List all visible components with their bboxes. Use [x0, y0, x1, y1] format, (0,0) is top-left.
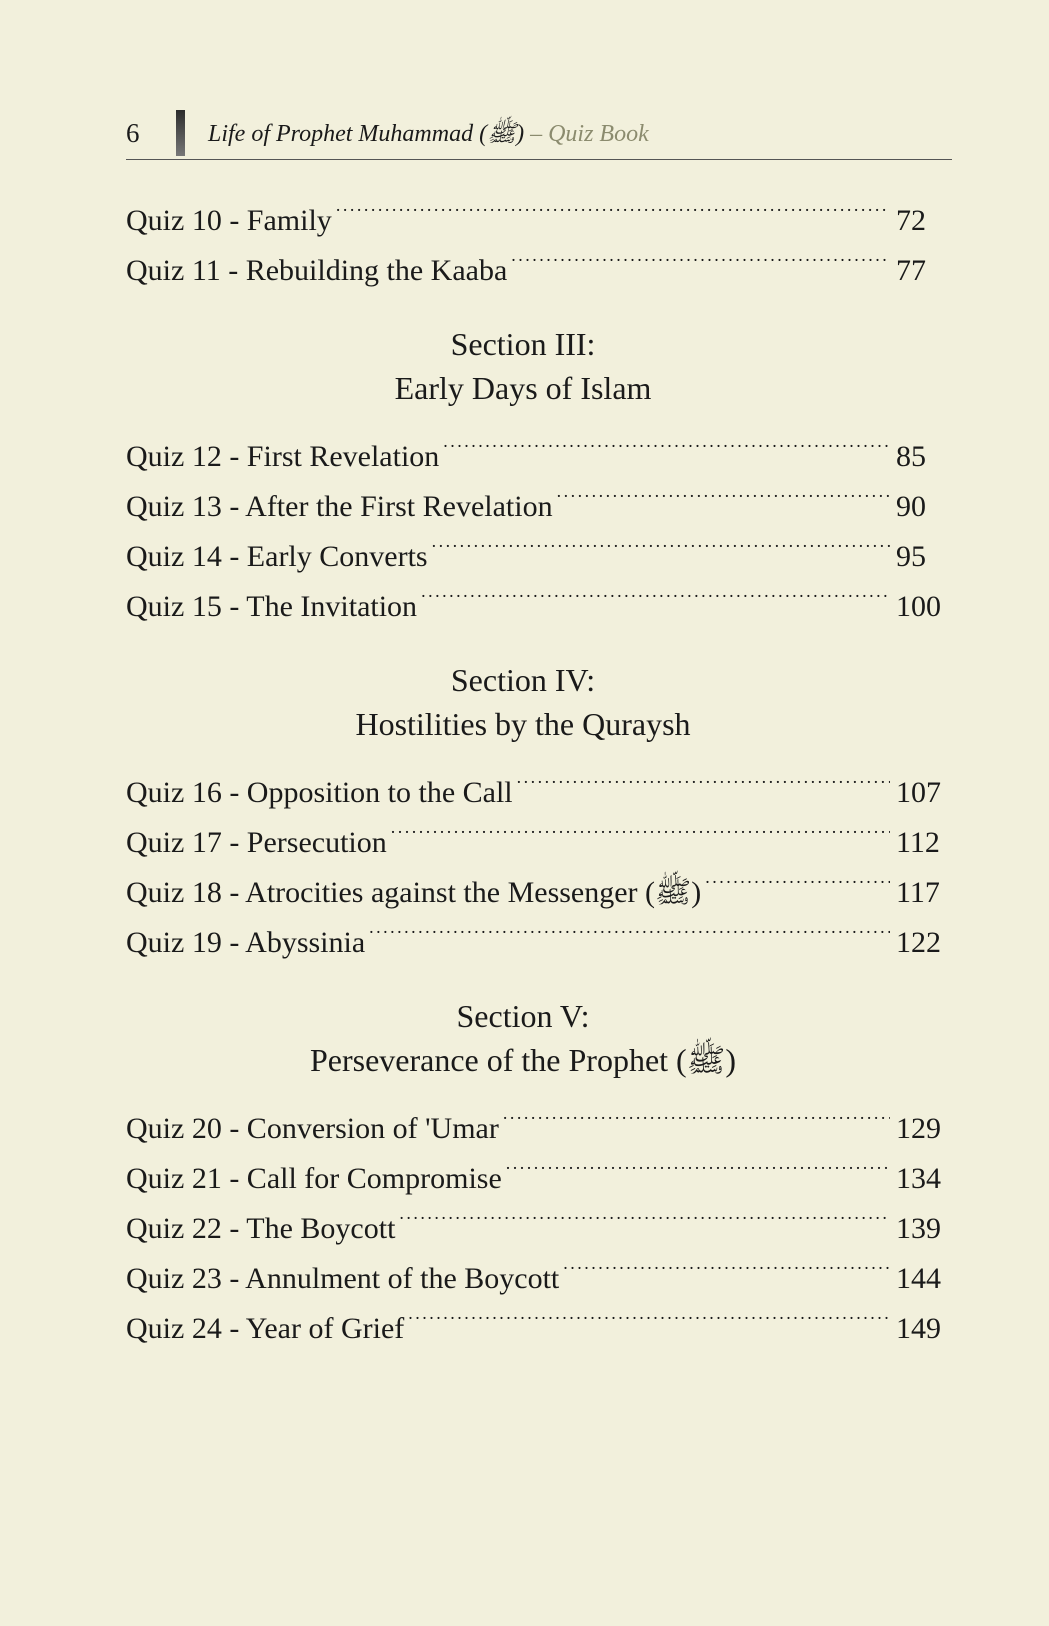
toc-entry-title: Quiz 13 - After the First Revelation: [126, 490, 553, 523]
section-label: Section III:: [450, 326, 596, 362]
dot-leader: [563, 1238, 890, 1288]
toc-entry: [126, 180, 944, 237]
dot-leader: [369, 902, 890, 952]
toc-entry: [126, 1088, 944, 1145]
toc-entry-page: 77: [896, 254, 926, 287]
table-of-contents: [126, 180, 944, 1345]
section-3: [126, 322, 944, 623]
toc-entry-title: Quiz 19 - Abyssinia: [126, 926, 366, 959]
section-entries: [126, 1088, 944, 1345]
book-title: Life of Prophet Muhammad (ﷺ): [208, 121, 525, 147]
header-rule: [126, 159, 952, 160]
toc-entry: [126, 416, 944, 473]
toc-entry-page: 149: [896, 1312, 941, 1345]
toc-entry-title: Quiz 15 - The Invitation: [126, 590, 418, 623]
dot-leader: [511, 230, 890, 280]
toc-entry-title: Quiz 16 - Opposition to the Call: [126, 776, 513, 809]
toc-entry-title: Quiz 14 - Early Converts: [126, 540, 428, 573]
toc-entry-title: Quiz 17 - Persecution: [126, 826, 387, 859]
toc-entry-page: 100: [896, 590, 941, 623]
toc-entry-page: 112: [896, 826, 940, 859]
book-subtitle: Quiz Book: [548, 121, 649, 147]
toc-entry-title: Quiz 20 - Conversion of 'Umar: [126, 1112, 499, 1145]
title-separator: –: [524, 121, 549, 147]
section-4: [126, 658, 944, 959]
toc-entry-page: 72: [896, 204, 926, 237]
dot-leader: [336, 180, 890, 230]
section-name: Hostilities by the Quraysh: [355, 706, 691, 742]
toc-entry-page: 139: [896, 1212, 941, 1245]
toc-entry-page: 117: [896, 876, 940, 909]
dot-leader: [421, 566, 890, 616]
section-label: Section IV:: [450, 662, 596, 698]
section-entries: [126, 416, 944, 623]
dot-leader: [391, 802, 890, 852]
toc-entry-title: Quiz 22 - The Boycott: [126, 1212, 396, 1245]
dot-leader: [506, 1138, 890, 1188]
toc-entry-page: 134: [896, 1162, 941, 1195]
toc-entry-page: 90: [896, 490, 926, 523]
dot-leader: [443, 416, 890, 466]
dot-leader: [432, 516, 890, 566]
toc-entry-page: 85: [896, 440, 926, 473]
toc-entry-page: 122: [896, 926, 941, 959]
section-entries: [126, 752, 944, 959]
toc-entry-title: Quiz 11 - Rebuilding the Kaaba: [126, 254, 508, 287]
section-5: [126, 994, 944, 1345]
toc-entry-title: Quiz 21 - Call for Compromise: [126, 1162, 502, 1195]
toc-entry-title: Quiz 12 - First Revelation: [126, 440, 440, 473]
dot-leader: [399, 1188, 890, 1238]
toc-entry-title: Quiz 18 - Atrocities against the Messenger (ﷺ): [126, 876, 702, 909]
dot-leader: [503, 1088, 890, 1138]
toc-entry-title: Quiz 23 - Annulment of the Boycott: [126, 1262, 560, 1295]
running-header: [126, 110, 952, 162]
running-title: [208, 120, 649, 148]
section-label: Section V:: [456, 998, 590, 1034]
dot-leader: [705, 852, 890, 902]
toc-entry-page: 107: [896, 776, 941, 809]
section-name: Early Days of Islam: [394, 370, 652, 406]
toc-entry-title: Quiz 24 - Year of Grief: [126, 1312, 405, 1345]
toc-initial-entries: [126, 180, 944, 287]
toc-entry-page: 129: [896, 1112, 941, 1145]
header-bar-ornament: [176, 110, 185, 156]
toc-entry: [126, 752, 944, 809]
toc-entry-page: 95: [896, 540, 926, 573]
dot-leader: [517, 752, 890, 802]
dot-leader: [557, 466, 890, 516]
toc-entry-page: 144: [896, 1262, 941, 1295]
dot-leader: [408, 1288, 890, 1338]
toc-entry-title: Quiz 10 - Family: [126, 204, 332, 237]
section-name: Perseverance of the Prophet (ﷺ): [309, 1042, 737, 1078]
page-number: 6: [126, 118, 140, 148]
